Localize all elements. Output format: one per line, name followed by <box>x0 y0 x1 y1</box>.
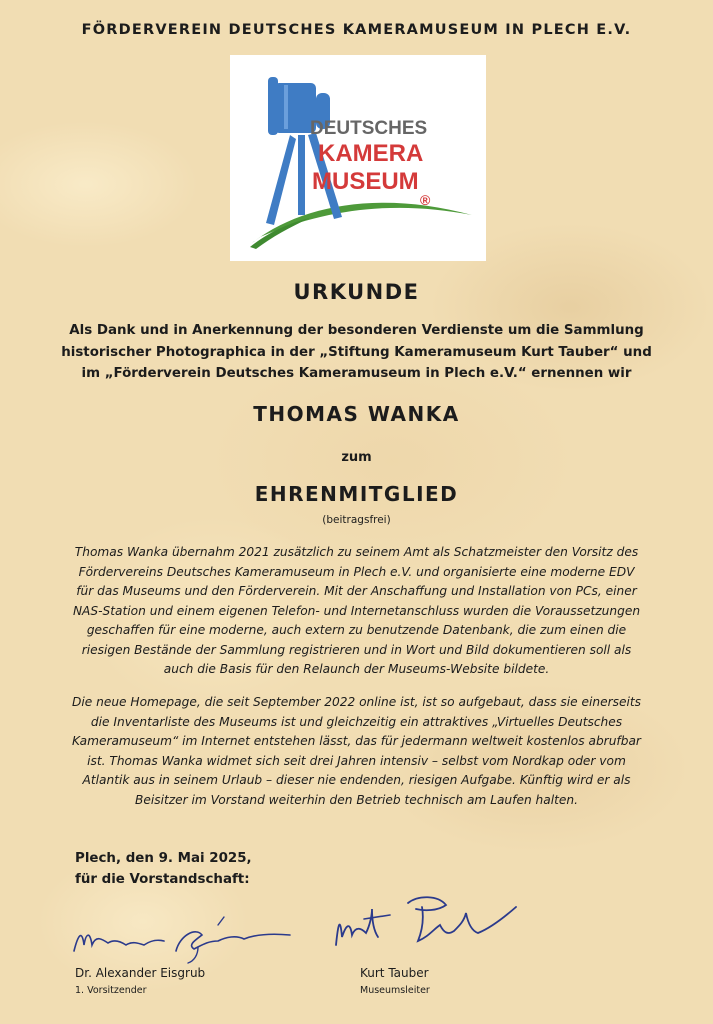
handwritten-signature-icon <box>328 885 528 955</box>
svg-text:DEUTSCHES: DEUTSCHES <box>310 118 428 139</box>
paragraph-line: geschaffen für eine moderne, auch extern zu benutzende Datenbank, die zum einen die <box>86 623 627 637</box>
paragraph-line: die Inventarliste des Museums ist und gleichzeitig ein attraktives „Virtuelles Deutsches <box>90 714 623 729</box>
honorary-rank: EHRENMITGLIED <box>254 482 459 506</box>
place-date: Plech, den 9. Mai 2025, <box>75 851 252 866</box>
intro-line: Als Dank und in Anerkennung der besonderen Verdienste um die Sammlung <box>69 323 644 338</box>
signatory-name: Dr. Alexander Eisgrub <box>75 966 206 980</box>
camera-tripod-logo-icon <box>230 55 486 261</box>
svg-text:KAMERA: KAMERA <box>318 140 424 167</box>
paragraph-line: Fördervereins Deutsches Kameramuseum in Plech e.V. und organisierte eine moderne EDV <box>78 564 635 579</box>
paragraph-line: Kameramuseum“ im Internet entstehen lässt, das für jedermann weltweit kostenlos abrufbar <box>72 734 641 748</box>
signatory-name: Kurt Tauber <box>360 966 429 980</box>
organization-header: FÖRDERVEREIN DEUTSCHES KAMERAMUSEUM IN PLECH E.V. <box>81 22 632 38</box>
place-date-block <box>75 848 252 890</box>
paragraph-line: Beisitzer im Vorstand weiterhin den Betrieb technisch am Laufen halten. <box>134 792 579 807</box>
svg-text:MUSEUM: MUSEUM <box>312 168 419 195</box>
paragraph-line: für das Museums und den Förderverein. Mit der Anschaffung und Installation von PCs, einer <box>76 584 637 598</box>
on-behalf-line: für die Vorstandschaft: <box>75 872 250 887</box>
paragraph-line: riesigen Bestände der Sammlung registrieren und in Wort und Bild dokumentieren soll als <box>81 642 632 657</box>
paragraph-line: Atlantik aus in seinem Urlaub – dieser nie endenden, riesigen Aufgabe. Künftig wird er als <box>82 773 631 787</box>
connector-word: zum <box>341 450 372 465</box>
merit-paragraph-2 <box>40 693 673 810</box>
paragraph-line: ist. Thomas Wanka widmet sich seit drei Jahren intensiv – selbst vom Nordkap oder vom <box>87 753 626 768</box>
intro-text <box>40 320 673 385</box>
certificate-title: URKUNDE <box>293 280 420 304</box>
signatory-role: Museumsleiter <box>360 985 430 996</box>
svg-text:®: ® <box>420 192 431 208</box>
handwritten-signature-icon <box>68 905 298 965</box>
paragraph-line: Die neue Homepage, die seit September 2022 online ist, ist so aufgebaut, dass sie einerseits <box>71 695 642 709</box>
paragraph-line: auch die Basis für den Relaunch der Museums-Website bildete. <box>163 662 550 676</box>
paragraph-line: NAS-Station und einem eigenen Telefon- und Internetanschluss wurden die Voraussetzungen <box>72 603 641 618</box>
honoree-name: THOMAS WANKA <box>253 402 460 426</box>
museum-logo <box>230 55 486 261</box>
signatory-role: 1. Vorsitzender <box>75 985 147 996</box>
rank-note: (beitragsfrei) <box>322 514 391 526</box>
merit-paragraph-1 <box>40 543 673 680</box>
intro-line: historischer Photographica in der „Stiftung Kameramuseum Kurt Tauber“ und <box>61 344 652 360</box>
intro-line: im „Förderverein Deutsches Kameramuseum in Plech e.V.“ ernennen wir <box>81 366 632 381</box>
paragraph-line: Thomas Wanka übernahm 2021 zusätzlich zu seinem Amt als Schatzmeister den Vorsitz des <box>74 545 639 559</box>
